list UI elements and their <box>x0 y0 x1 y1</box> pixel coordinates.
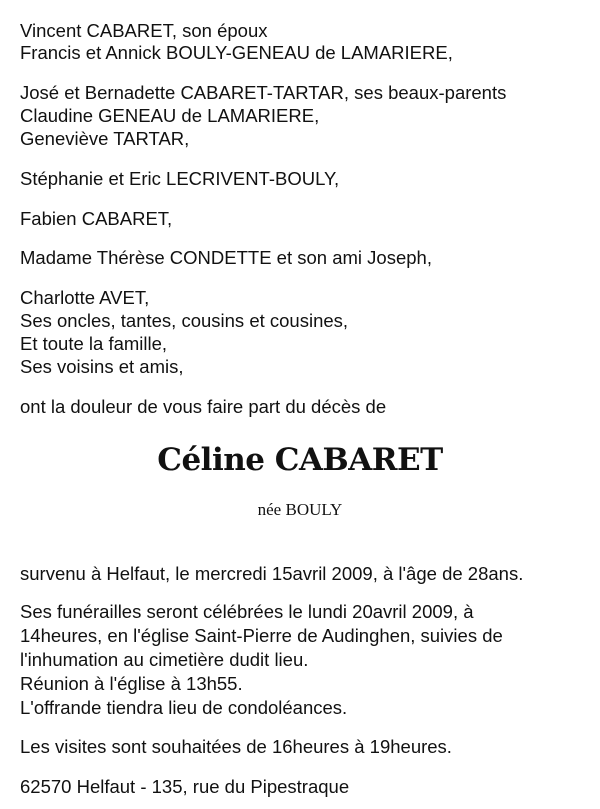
funeral-line: 14heures, en l'église Saint-Pierre de Audinghen, suivies de <box>20 625 503 646</box>
maiden-name: née BOULY <box>257 500 343 519</box>
visits-text: Les visites sont souhaitées de 16heures à 19heures. <box>20 736 452 757</box>
family-line: Vincent CABARET, son époux <box>20 20 268 41</box>
funeral-line: Réunion à l'église à 13h55. <box>20 673 243 694</box>
family-line: Stéphanie et Eric LECRIVENT-BOULY, <box>20 168 340 189</box>
family-line: Claudine GENEAU de LAMARIERE, <box>20 105 320 126</box>
address-text: 62570 Helfaut - 135, rue du Pipestraque <box>20 776 350 797</box>
family-line: Ses voisins et amis, <box>20 356 184 377</box>
funeral-line: l'inhumation au cimetière dudit lieu. <box>20 649 309 670</box>
family-line: Madame Thérèse CONDETTE et son ami Joseph, <box>20 247 432 268</box>
family-line: Charlotte AVET, <box>20 287 150 308</box>
death-details: survenu à Helfaut, le mercredi 15avril 2009, à l'âge de 28ans. <box>20 563 524 584</box>
deceased-name: Céline CABARET <box>157 442 443 478</box>
family-line: Fabien CABARET, <box>20 208 173 229</box>
family-line: José et Bernadette CABARET-TARTAR, ses beaux-parents <box>20 82 507 103</box>
family-line: Francis et Annick BOULY-GENEAU de LAMARIERE, <box>20 42 453 63</box>
family-line: Ses oncles, tantes, cousins et cousines, <box>20 310 349 331</box>
funeral-line: L'offrande tiendra lieu de condoléances. <box>20 697 348 718</box>
family-line: Et toute la famille, <box>20 333 168 354</box>
announcement-text: ont la douleur de vous faire part du décès de <box>20 396 387 417</box>
funeral-line: Ses funérailles seront célébrées le lundi 20avril 2009, à <box>20 601 474 622</box>
family-line: Geneviève TARTAR, <box>20 128 190 149</box>
